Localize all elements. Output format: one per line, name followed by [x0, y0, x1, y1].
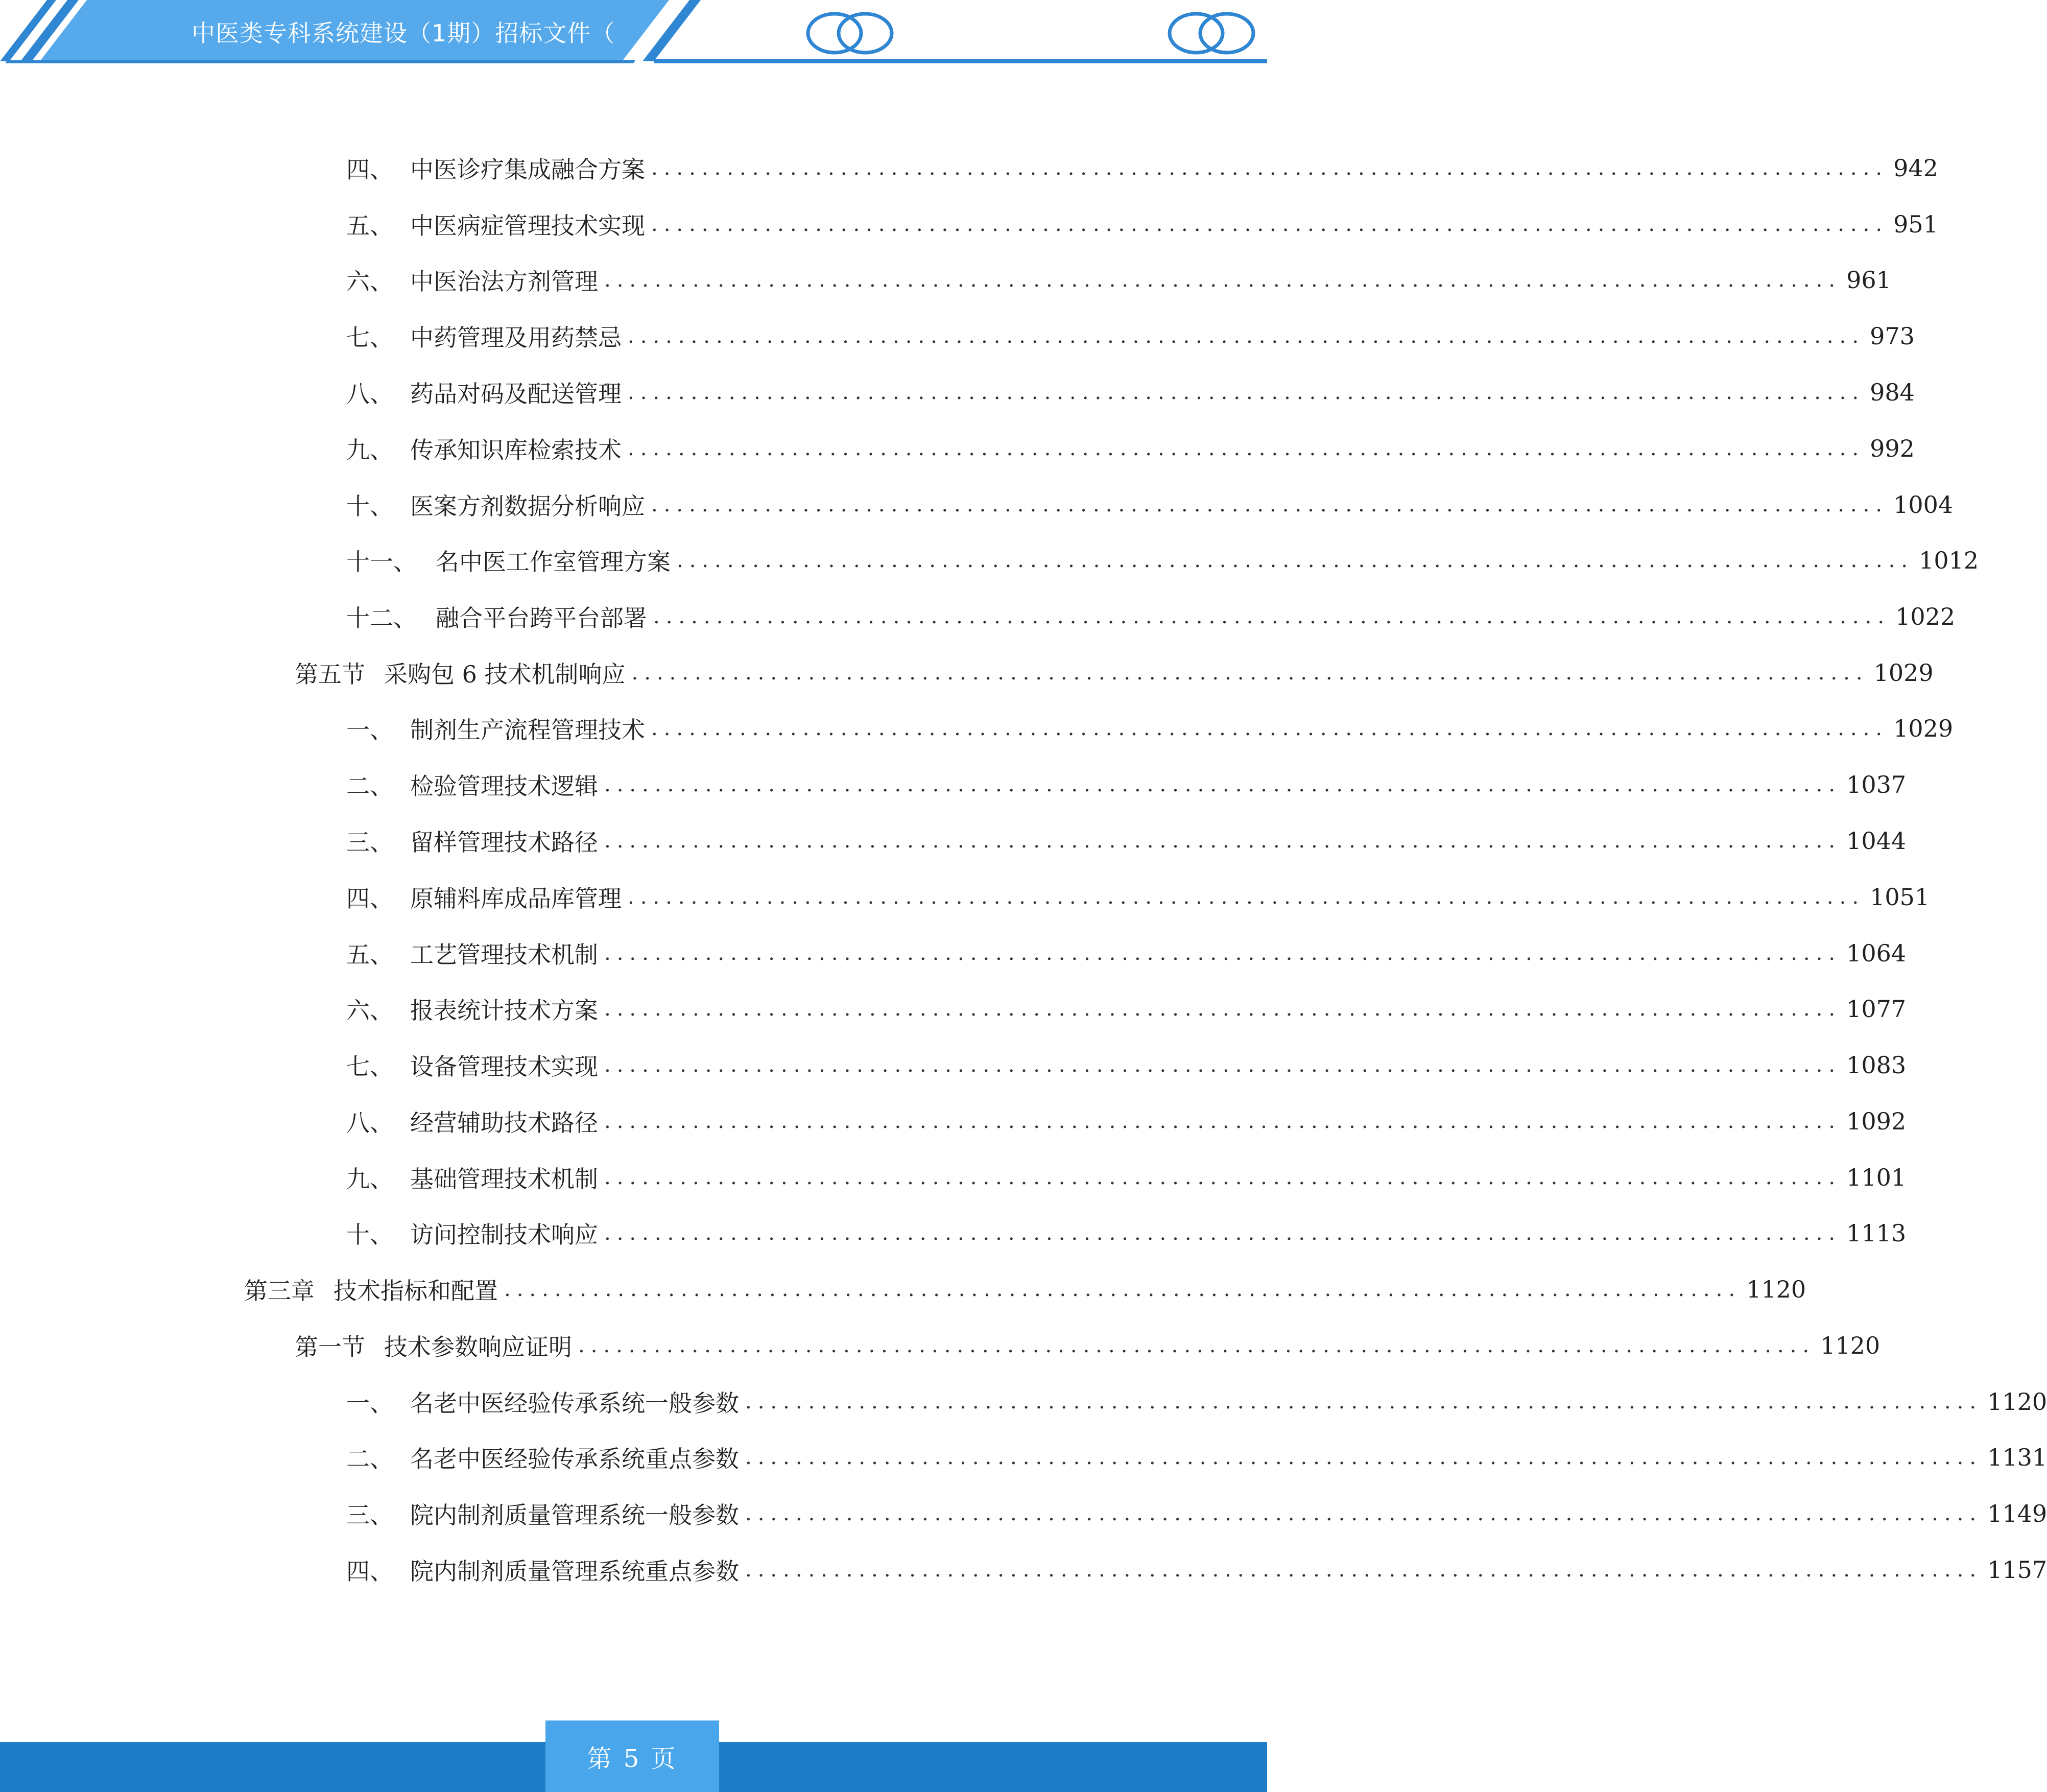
toc-entry-chapter[interactable]	[244, 1269, 1806, 1310]
toc-entry[interactable]	[346, 372, 1915, 413]
toc-entry-number: 八、	[346, 380, 393, 408]
toc-dot-leader: ..................................................................................................	[651, 156, 1889, 180]
toc-entry-number: 十一、	[346, 548, 417, 576]
toc-entry[interactable]	[346, 428, 1915, 469]
toc-entry-number: 六、	[346, 268, 393, 295]
toc-entry-title: 采购包 6 技术机制响应	[384, 661, 626, 688]
toc-dot-leader: ..................................................................................................	[677, 549, 1914, 572]
toc-entry-page: 1101	[1846, 1164, 1907, 1191]
toc-entry[interactable]	[346, 933, 1907, 974]
toc-entry-page: 1120	[1820, 1332, 1881, 1359]
toc-entry-title: 院内制剂质量管理系统一般参数	[410, 1501, 739, 1529]
toc-entry-title: 设备管理技术实现	[410, 1053, 598, 1080]
toc-entry-number: 八、	[346, 1109, 393, 1137]
toc-dot-leader: ..................................................................................................	[631, 661, 1869, 685]
toc-entry-title: 原辅料库成品库管理	[410, 885, 622, 912]
toc-entry-title: 工艺管理技术机制	[410, 941, 598, 969]
toc-entry-title: 融合平台跨平台部署	[436, 604, 647, 632]
toc-entry[interactable]	[346, 877, 1930, 917]
toc-entry-page: 1120	[1987, 1388, 2047, 1416]
toc-entry-number: 一、	[346, 1389, 393, 1417]
toc-entry-page: 1044	[1846, 827, 1907, 855]
toc-entry-title: 报表统计技术方案	[410, 997, 598, 1024]
toc-entry-title: 访问控制技术响应	[410, 1221, 598, 1248]
toc-entry[interactable]	[346, 988, 1907, 1029]
toc-entry-title: 技术参数响应证明	[384, 1333, 572, 1361]
toc-entry-number: 第五节	[295, 661, 365, 688]
toc-entry-page: 951	[1893, 210, 1938, 238]
toc-entry-number: 第一节	[295, 1333, 365, 1361]
toc-entry-page: 942	[1893, 154, 1938, 182]
toc-entry-number: 七、	[346, 324, 393, 351]
toc-entry-number: 七、	[346, 1053, 393, 1080]
toc-entry-number: 五、	[346, 941, 393, 969]
toc-entry-number: 十、	[346, 492, 393, 520]
toc-entry[interactable]	[346, 148, 1938, 188]
toc-entry[interactable]	[346, 484, 1954, 525]
toc-dot-leader: ..................................................................................................	[745, 1446, 1983, 1469]
toc-entry-title: 检验管理技术逻辑	[410, 772, 598, 800]
toc-entry-number: 一、	[346, 716, 393, 744]
toc-entry-number: 四、	[346, 156, 393, 183]
toc-entry-title: 名老中医经验传承系统重点参数	[410, 1445, 739, 1473]
toc-dot-leader: ..................................................................................................	[504, 1278, 1742, 1301]
toc-dot-leader: ..................................................................................................	[651, 213, 1889, 236]
toc-dot-leader: ..................................................................................................	[604, 268, 1842, 292]
toc-entry-page: 1077	[1846, 995, 1907, 1023]
toc-entry-page: 1131	[1987, 1444, 2047, 1471]
toc-entry[interactable]	[346, 1437, 2047, 1478]
toc-entry-number: 九、	[346, 436, 393, 464]
toc-entry-title: 中医治法方剂管理	[410, 268, 598, 295]
toc-entry-page: 1022	[1895, 603, 1956, 630]
toc-entry-page: 1051	[1870, 883, 1930, 911]
toc-entry-title: 药品对码及配送管理	[410, 380, 622, 408]
toc-entry-page: 1113	[1846, 1219, 1907, 1247]
rings-logo-icon	[1164, 8, 1259, 59]
toc-entry-number: 五、	[346, 212, 393, 240]
toc-entry-number: 十二、	[346, 604, 417, 632]
toc-dot-leader: ..................................................................................................	[604, 829, 1842, 853]
toc-entry[interactable]	[346, 596, 1956, 637]
toc-entry-title: 院内制剂质量管理系统重点参数	[410, 1558, 739, 1585]
toc-dot-leader: ..................................................................................................	[604, 1221, 1842, 1245]
toc-entry[interactable]	[346, 260, 1891, 300]
toc-dot-leader: ..................................................................................................	[745, 1502, 1983, 1525]
page-number-label: 第 5 页	[545, 1720, 719, 1792]
toc-entry-title: 医案方剂数据分析响应	[410, 492, 645, 520]
toc-entry-page: 1029	[1873, 659, 1934, 687]
toc-dot-leader: ..................................................................................................	[604, 1110, 1842, 1133]
toc-entry-section[interactable]	[295, 1325, 1881, 1366]
toc-dot-leader: ..................................................................................................	[604, 941, 1842, 965]
toc-entry[interactable]	[346, 764, 1907, 805]
toc-entry-page: 1092	[1846, 1107, 1907, 1135]
toc-entry-page: 973	[1870, 322, 1915, 350]
toc-entry-title: 名老中医经验传承系统一般参数	[410, 1389, 739, 1417]
header-title: 中医类专科系统建设（1期）招标文件（	[192, 19, 615, 47]
toc-entry-title: 留样管理技术路径	[410, 829, 598, 856]
toc-entry-page: 984	[1870, 379, 1915, 406]
toc-entry-page: 1029	[1893, 715, 1954, 742]
toc-entry-page: 961	[1846, 266, 1891, 294]
toc-entry-section[interactable]	[295, 652, 1934, 693]
toc-entry-title: 中药管理及用药禁忌	[410, 324, 622, 351]
toc-entry-number: 二、	[346, 772, 393, 800]
toc-entry-title: 传承知识库检索技术	[410, 436, 622, 464]
toc-entry-page: 1064	[1846, 939, 1907, 967]
toc-entry-number: 九、	[346, 1165, 393, 1193]
toc-entry-title: 制剂生产流程管理技术	[410, 716, 645, 744]
toc-entry-page: 1157	[1987, 1556, 2047, 1584]
toc-dot-leader: ..................................................................................................	[628, 324, 1865, 348]
toc-entry[interactable]	[346, 820, 1907, 861]
toc-dot-leader: ..................................................................................................	[628, 381, 1865, 404]
toc-dot-leader: ..................................................................................................	[604, 1166, 1842, 1189]
toc-entry-number: 三、	[346, 1501, 393, 1529]
toc-entry[interactable]	[346, 540, 1979, 581]
toc-dot-leader: ..................................................................................................	[604, 1053, 1842, 1077]
toc-dot-leader: ..................................................................................................	[653, 605, 1891, 628]
page-header	[0, 0, 1267, 66]
toc-entry-page: 1037	[1846, 771, 1907, 798]
toc-dot-leader: ..................................................................................................	[628, 885, 1865, 909]
toc-entry[interactable]	[346, 1493, 2047, 1534]
toc-entry-page: 1120	[1746, 1276, 1806, 1303]
toc-dot-leader: ..................................................................................................	[745, 1390, 1983, 1413]
toc-entry-page: 1083	[1846, 1051, 1907, 1079]
toc-entry[interactable]	[346, 1381, 2047, 1422]
toc-dot-leader: ..................................................................................................	[628, 437, 1865, 460]
toc-entry[interactable]	[346, 1549, 2047, 1590]
toc-entry-number: 三、	[346, 829, 393, 856]
toc-entry-number: 二、	[346, 1445, 393, 1473]
toc-dot-leader: ..................................................................................................	[604, 997, 1842, 1021]
rings-logo-icon	[803, 8, 897, 59]
toc-dot-leader: ..................................................................................................	[578, 1334, 1816, 1357]
toc-entry-title: 中医诊疗集成融合方案	[410, 156, 645, 183]
toc-entry-title: 经营辅助技术路径	[410, 1109, 598, 1137]
toc-entry-page: 992	[1870, 435, 1915, 462]
toc-entry[interactable]	[346, 204, 1938, 245]
toc-entry-number: 四、	[346, 1558, 393, 1585]
toc-dot-leader: ..................................................................................................	[604, 773, 1842, 796]
toc-entry[interactable]	[346, 316, 1915, 357]
toc-entry-title: 名中医工作室管理方案	[436, 548, 671, 576]
toc-entry[interactable]	[346, 1157, 1907, 1198]
toc-dot-leader: ..................................................................................................	[651, 493, 1889, 516]
toc-entry-title: 基础管理技术机制	[410, 1165, 598, 1193]
toc-entry-number: 四、	[346, 885, 393, 912]
toc-entry[interactable]	[346, 1101, 1907, 1142]
toc-entry[interactable]	[346, 1045, 1907, 1086]
toc-entry-page: 1004	[1893, 491, 1954, 518]
toc-entry-number: 六、	[346, 997, 393, 1024]
header-banner-graphic	[0, 0, 1267, 66]
toc-dot-leader: ..................................................................................................	[745, 1558, 1983, 1582]
toc-dot-leader: ..................................................................................................	[651, 717, 1889, 740]
toc-entry[interactable]	[346, 708, 1954, 749]
toc-entry-page: 1149	[1987, 1500, 2047, 1527]
toc-entry-number: 十、	[346, 1221, 393, 1248]
toc-entry-page: 1012	[1919, 547, 1979, 574]
toc-entry-number: 第三章	[244, 1277, 315, 1305]
toc-entry-title: 技术指标和配置	[334, 1277, 498, 1305]
toc-entry[interactable]	[346, 1213, 1907, 1254]
toc-entry-title: 中医病症管理技术实现	[410, 212, 645, 240]
